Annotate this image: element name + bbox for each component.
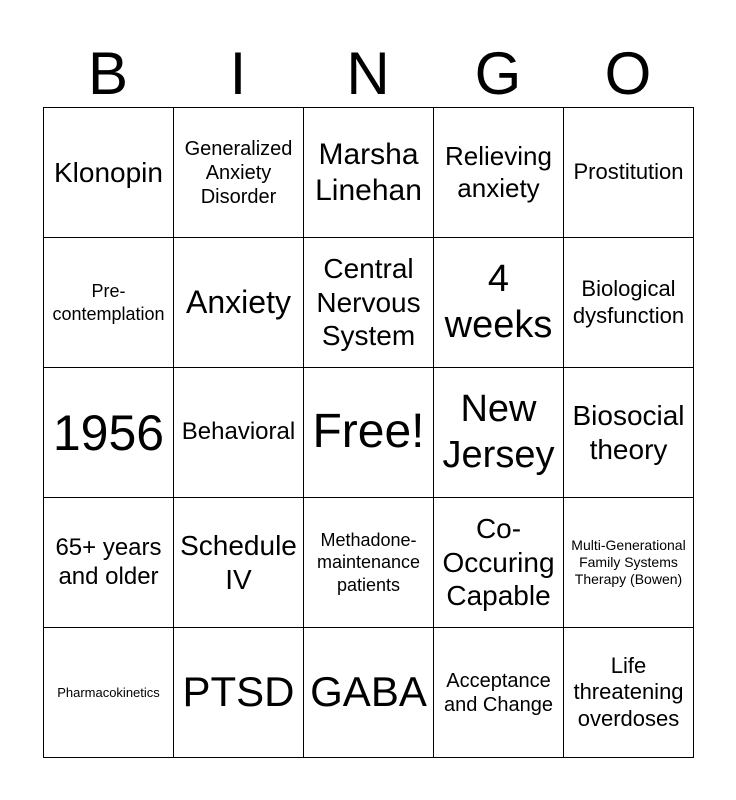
bingo-cell[interactable] (304, 498, 434, 628)
cell-text: GABA (310, 668, 427, 716)
bingo-cell[interactable] (44, 628, 174, 758)
bingo-cell[interactable] (44, 238, 174, 368)
board-row-1 (44, 108, 694, 238)
bingo-cell[interactable] (174, 498, 304, 628)
bingo-cell[interactable] (434, 238, 564, 368)
cell-text: Biological dysfunction (572, 276, 685, 328)
bingo-cell[interactable] (564, 628, 694, 758)
cell-text: 4 weeks (444, 257, 553, 346)
header-letter-n: N (346, 40, 390, 107)
bingo-cell[interactable] (174, 238, 304, 368)
free-space-cell[interactable] (304, 368, 434, 498)
board-row-3 (44, 368, 694, 498)
board-row-4 (44, 498, 694, 628)
bingo-cell[interactable] (434, 108, 564, 238)
cell-text: Multi-Generational Family Systems Therapy (Bowen) (571, 537, 686, 587)
cell-text: Anxiety (186, 284, 291, 321)
bingo-cell[interactable] (44, 498, 174, 628)
cell-text: Pharmacokinetics (57, 684, 160, 700)
header-letter-b: B (87, 40, 129, 107)
cell-text: Pre-contemplation (52, 281, 165, 324)
cell-text: 65+ years and older (55, 533, 162, 590)
cell-text: Acceptance and Change (444, 669, 553, 716)
cell-text: Co-Occuring Capable (442, 513, 555, 612)
bingo-cell[interactable] (564, 498, 694, 628)
cell-text: Prostitution (573, 159, 684, 185)
board-row-2 (44, 238, 694, 368)
header-letter-o: O (604, 40, 652, 107)
bingo-cell[interactable] (174, 628, 304, 758)
cell-text: Life threatening overdoses (573, 652, 684, 731)
header-letter-g: G (474, 40, 522, 107)
cell-text: Behavioral (181, 418, 296, 446)
cell-text: Schedule IV (180, 529, 297, 595)
bingo-cell[interactable] (44, 368, 174, 498)
cell-text: Biosocial theory (572, 399, 685, 465)
bingo-cell[interactable] (564, 368, 694, 498)
bingo-cell[interactable] (434, 628, 564, 758)
cell-text: Generalized Anxiety Disorder (184, 137, 293, 208)
cell-text: New Jersey (442, 387, 555, 476)
bingo-cell[interactable] (564, 238, 694, 368)
cell-text: 1956 (52, 404, 165, 461)
bingo-cell[interactable] (304, 628, 434, 758)
cell-text: PTSD (182, 668, 295, 716)
bingo-cell[interactable] (44, 108, 174, 238)
cell-text: Klonopin (54, 156, 163, 188)
free-space-text: Free! (312, 405, 425, 459)
bingo-cell[interactable] (174, 108, 304, 238)
cell-text: Central Nervous System (316, 253, 421, 352)
cell-text: Methadone-maintenance patients (316, 529, 421, 595)
bingo-cell[interactable] (174, 368, 304, 498)
header-letter-i: I (229, 40, 247, 107)
bingo-cell[interactable] (304, 238, 434, 368)
cell-text: Relieving anxiety (445, 141, 552, 203)
bingo-header (43, 40, 693, 108)
cell-text: Marsha Linehan (315, 137, 422, 207)
bingo-board (43, 107, 694, 758)
bingo-cell[interactable] (304, 108, 434, 238)
bingo-cell[interactable] (434, 498, 564, 628)
bingo-cell[interactable] (434, 368, 564, 498)
bingo-cell[interactable] (564, 108, 694, 238)
board-row-5 (44, 628, 694, 758)
